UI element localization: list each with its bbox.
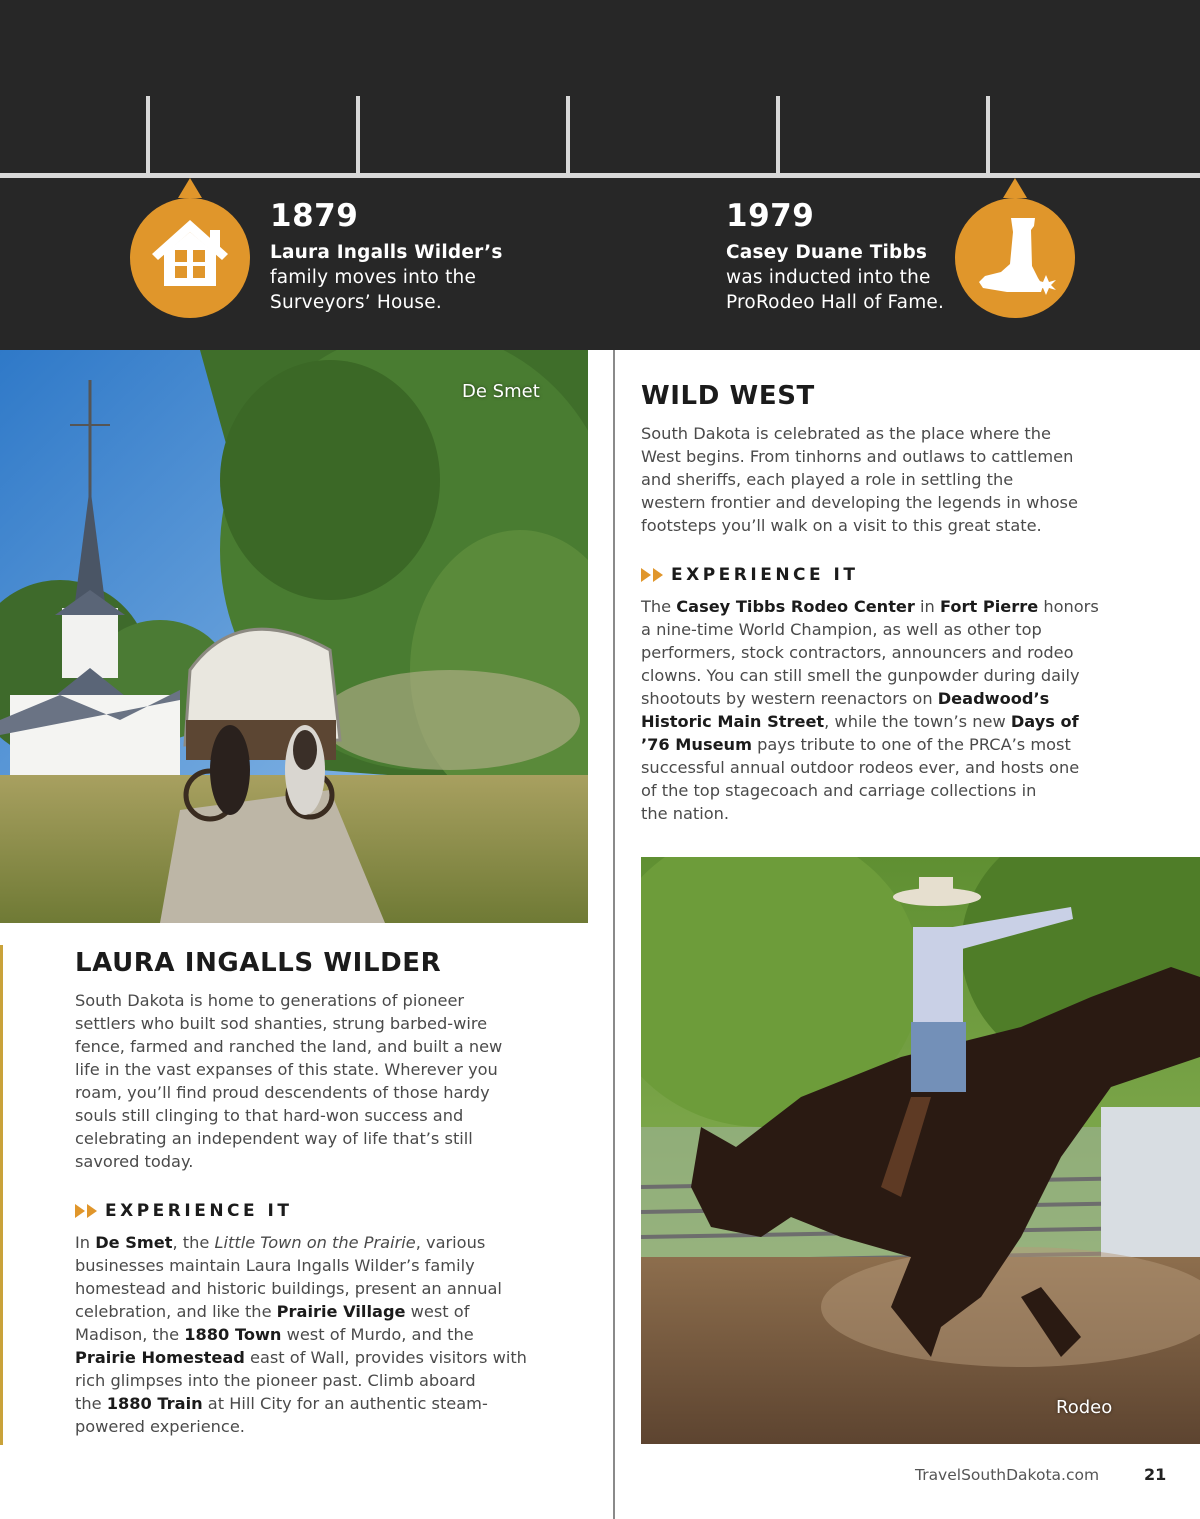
place-casey-tibbs-rodeo-center: Casey Tibbs Rodeo Center (676, 597, 915, 616)
left-edge-strip (0, 945, 3, 1445)
text-line: fence, farmed and ranched the land, and built a new (75, 1037, 503, 1056)
text-line: and sheriffs, each played a role in settling the (641, 470, 1014, 489)
timeline-tick (776, 96, 780, 175)
event-text: family moves into the (270, 267, 477, 288)
timeline-tick (986, 96, 990, 175)
text-line: life in the vast expanses of this state. Wherever you (75, 1060, 498, 1079)
event-text: was inducted into the (726, 267, 931, 288)
place-1880-town: 1880 Town (184, 1325, 282, 1344)
place-prairie-homestead: Prairie Homestead (75, 1348, 245, 1367)
cowboy-boot-icon (955, 178, 1075, 320)
event-text: ProRodeo Hall of Fame. (726, 292, 945, 313)
text-line: West begins. From tinhorns and outlaws to cattlemen (641, 447, 1074, 466)
page-number: 21 (1144, 1465, 1167, 1484)
text-line: powered experience. (75, 1417, 245, 1436)
experience-text (75, 1231, 555, 1438)
article-intro (75, 989, 555, 1173)
text-line: souls still clinging to that hard-won success and (75, 1106, 464, 1125)
article-intro (641, 422, 1181, 537)
little-town-title: Little Town on the Prairie (214, 1233, 416, 1252)
event-subject: Laura Ingalls Wilder’s (270, 242, 503, 263)
text-line: a nine-time World Champion, as well as other top (641, 620, 1042, 639)
text-line: Madison, the 1880 Town west of Murdo, and the (75, 1325, 474, 1344)
place-prairie-village: Prairie Village (276, 1302, 406, 1321)
text-line: South Dakota is celebrated as the place where the (641, 424, 1051, 443)
text-line: savored today. (75, 1152, 194, 1171)
place-deadwood: Deadwood’s (937, 689, 1050, 708)
place-76-museum: ’76 Museum (641, 735, 752, 754)
timeline-tick (566, 96, 570, 175)
text-line: of the top stagecoach and carriage collections in (641, 781, 1037, 800)
text-line: the nation. (641, 804, 730, 823)
place-historic-main-street: Historic Main Street (641, 712, 825, 731)
text-line: western frontier and developing the legends in whose (641, 493, 1078, 512)
experience-heading (75, 1201, 555, 1221)
place-fort-pierre: Fort Pierre (939, 597, 1039, 616)
text-line: ’76 Museum pays tribute to one of the PRCA’s most (641, 735, 1071, 754)
rodeo-photo (641, 857, 1200, 1444)
text-line: roam, you’ll find proud descendents of those hardy (75, 1083, 490, 1102)
text-line: celebration, and like the Prairie Village west of (75, 1302, 470, 1321)
wild-west-article (641, 380, 1181, 825)
column-divider (613, 350, 615, 1519)
article-title: LAURA INGALLS WILDER (75, 948, 442, 978)
place-de-smet: De Smet (95, 1233, 173, 1252)
event-year: 1879 (270, 198, 359, 234)
text-line: successful annual outdoor rodeos ever, and hosts one (641, 758, 1080, 777)
text-line: celebrating an independent way of life that’s still (75, 1129, 473, 1148)
experience-label: EXPERIENCE IT (671, 565, 859, 585)
double-arrow-icon (641, 568, 665, 582)
text-line: settlers who built sod shanties, strung barbed-wire (75, 1014, 488, 1033)
event-text: Surveyors’ House. (270, 292, 442, 313)
timeline-event-1979 (726, 196, 944, 315)
wagon-photo (0, 350, 588, 923)
text-line: homestead and historic buildings, present an annual (75, 1279, 502, 1298)
text-line: Prairie Homestead east of Wall, provides visitors with (75, 1348, 527, 1367)
place-1880-train: 1880 Train (106, 1394, 203, 1413)
text-line: rich glimpses into the pioneer past. Climb aboard (75, 1371, 476, 1390)
text-line: In De Smet, the Little Town on the Prairie, various (75, 1233, 486, 1252)
house-icon (130, 178, 250, 320)
timeline-band (0, 0, 1200, 350)
text-line: businesses maintain Laura Ingalls Wilder’s family (75, 1256, 475, 1275)
experience-text (641, 595, 1181, 825)
timeline-tick (146, 96, 150, 175)
text-line: performers, stock contractors, announcers and rodeo (641, 643, 1074, 662)
timeline-tick (356, 96, 360, 175)
experience-label: EXPERIENCE IT (105, 1201, 293, 1221)
text-line: The Casey Tibbs Rodeo Center in Fort Pierre honors (641, 597, 1099, 616)
photo-caption: De Smet (462, 381, 540, 402)
text-line: clowns. You can still smell the gunpowder during daily (641, 666, 1080, 685)
event-year: 1979 (726, 198, 815, 234)
house-medal (130, 178, 250, 318)
double-arrow-icon (75, 1204, 99, 1218)
text-line: South Dakota is home to generations of pioneer (75, 991, 465, 1010)
laura-ingalls-article (75, 947, 555, 1438)
text-line: Historic Main Street, while the town’s new Days of (641, 712, 1079, 731)
text-line: shootouts by western reenactors on Deadwood’s (641, 689, 1050, 708)
article-title: WILD WEST (641, 381, 815, 411)
footer-website[interactable]: TravelSouthDakota.com (915, 1466, 1100, 1484)
place-days-of: Days of (1010, 712, 1079, 731)
text-line: footsteps you’ll walk on a visit to this great state. (641, 516, 1042, 535)
text-line: the 1880 Train at Hill City for an authentic steam- (75, 1394, 488, 1413)
event-subject: Casey Duane Tibbs (726, 242, 928, 263)
boot-medal (955, 178, 1075, 318)
photo-caption: Rodeo (1056, 1397, 1113, 1418)
timeline-event-1879 (270, 196, 503, 315)
experience-heading (641, 565, 1181, 585)
